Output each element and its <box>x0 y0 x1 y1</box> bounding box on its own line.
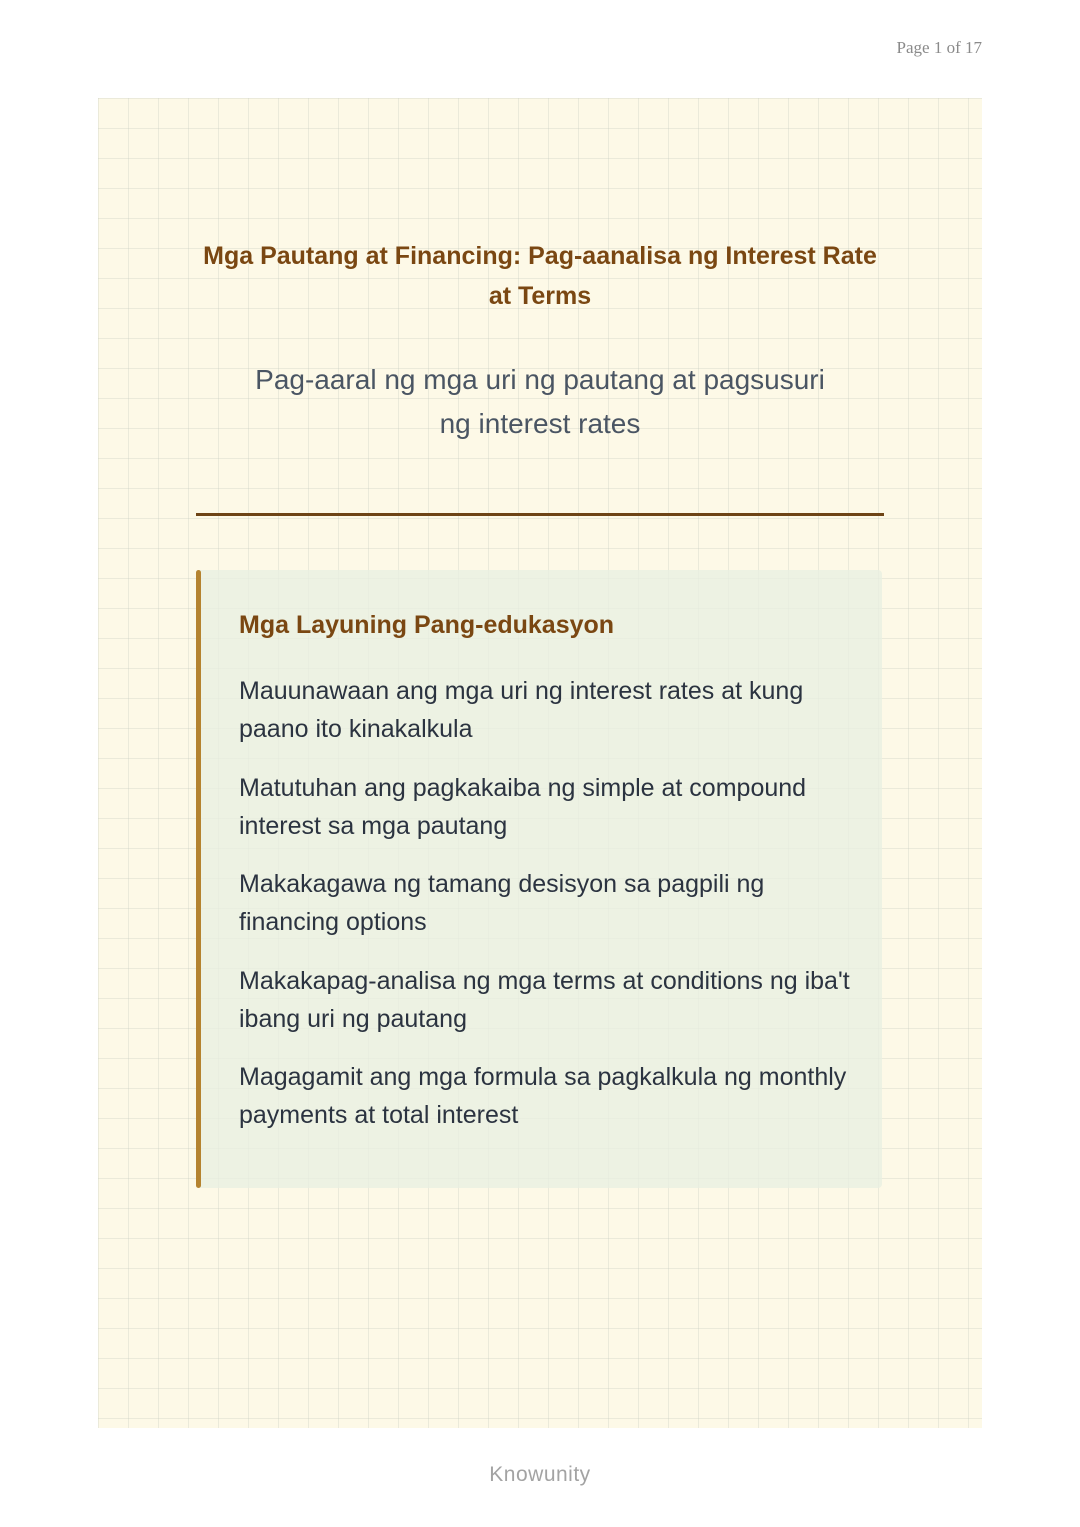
document-subtitle: Pag-aaral ng mga uri ng pautang at pagsusuri ng interest rates <box>255 364 825 439</box>
footer-brand: Knowunity <box>489 1463 591 1486</box>
objectives-box <box>196 570 882 1188</box>
objective-item: Magagamit ang mga formula sa pagkalkula ng monthly payments at total interest <box>239 1063 847 1129</box>
objective-item: Makakagawa ng tamang desisyon sa pagpili ng financing options <box>239 870 765 936</box>
objective-item: Matutuhan ang pagkakaiba ng simple at compound interest sa mga pautang <box>239 773 807 840</box>
objective-item: Mauunawaan ang mga uri ng interest rates at kung paano ito kinakalkula <box>239 677 804 743</box>
document-sheet <box>98 98 982 1428</box>
objectives-heading: Mga Layuning Pang-edukasyon <box>239 611 615 639</box>
objective-item: Makakapag-analisa ng mga terms at conditions ng iba't ibang uri ng pautang <box>239 966 850 1033</box>
divider-line <box>196 513 884 516</box>
objectives-list <box>239 672 859 1155</box>
objectives-accent-bar <box>196 570 201 1188</box>
document-title: Mga Pautang at Financing: Pag-aanalisa ng Interest Rate at Terms <box>203 242 877 310</box>
page-number: Page 1 of 17 <box>896 38 982 57</box>
